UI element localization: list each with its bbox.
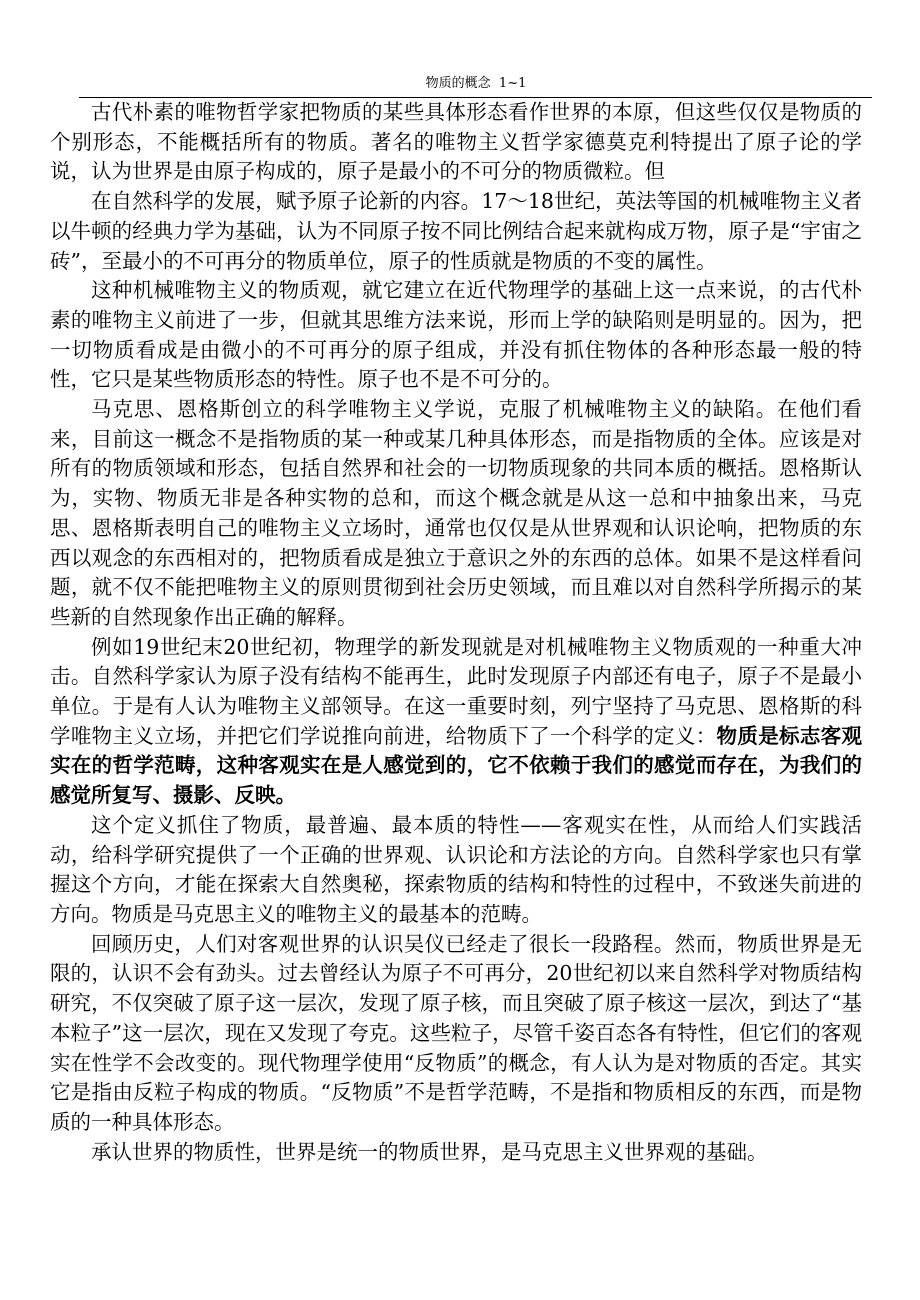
paragraph: 承认世界的物质性，世界是统一的物质世界，是马克思主义世界观的基础。 bbox=[91, 1139, 768, 1164]
paragraph: 这个定义抓住了物质，最普遍、最本质的特性——客观实在性，从而给人们实践活动，给科学研究提供了一个正确的世界观、认识论和方法论的方向。自然科学家也只有掌握这个方向，才能在探索大自然奥秘，探索物质的结构和特性的过程中，不致迷失前进的方向。物质是马克思主义的唯物主义的最基本的范畴。 bbox=[50, 812, 862, 926]
header-title: 物质的概念 bbox=[425, 76, 491, 91]
paragraph: 马克思、恩格斯创立的科学唯物主义学说，克服了机械唯物主义的缺陷。在他们看来，目前这一概念不是指物质的某一种或某几种具体形态，而是指物质的全体。应该是对所有的物质领域和形态，包括自然界和社会的一切物质现象的共同本质的概括。恩格斯认为，实物、物质无非是各种实物的总和，而这个概念就是从这一总和中抽象出来，马克思、恩格斯表明自己的唯物主义立场时，通常也仅仅是从世界观和认识论响，把物质的东西以观念的东西相对的，把物质看成是独立于意识之外的东西的总体。如果不是这样看问题，就不仅不能把唯物主义的原则贯彻到社会历史领域，而且难以对自然科学所揭示的某些新的自然现象作出正确的解释。 bbox=[50, 397, 862, 629]
document-body bbox=[50, 98, 862, 1167]
definition-bold-text: 物质是标志客观实在的哲学范畴，这种客观实在是人感觉到的，它不依赖于我们的感觉而存在，为我们的感觉所复写、摄影、反映。 bbox=[50, 723, 863, 808]
page-header bbox=[80, 74, 872, 94]
paragraph: 在自然科学的发展，赋予原子论新的内容。17～18世纪，英法等国的机械唯物主义者以牛顿的经典力学为基础，认为不同原子按不同比例结合起来就构成万物，原子是“宇宙之砖”，至最小的不可再分的物质单位，原子的性质就是物质的不变的属性。 bbox=[50, 189, 862, 273]
paragraph: 这种机械唯物主义的物质观，就它建立在近代物理学的基础上这一点来说，的古代朴素的唯物主义前进了一步，但就其思维方法来说，形而上学的缺陷则是明显的。因为，把一切物质看成是由微小的不可再分的原子组成，并没有抓住物体的各种形态最一般的特性，它只是某些物质形态的特性。原子也不是不可分的。 bbox=[50, 278, 862, 392]
header-page-label: 1~1 bbox=[498, 76, 527, 91]
paragraph: 古代朴素的唯物哲学家把物质的某些具体形态看作世界的本原，但这些仅仅是物质的个别形态，不能概括所有的物质。著名的唯物主义哲学家德莫克利特提出了原子论的学说，认为世界是由原子构成的，原子是最小的不可分的物质微粒。但 bbox=[50, 100, 862, 184]
paragraph: 回顾历史，人们对客观世界的认识吴仪已经走了很长一段路程。然而，物质世界是无限的，认识不会有劲头。过去曾经认为原子不可再分，20世纪初以来自然科学对物质结构研究，不仅突破了原子这一层次，发现了原子核，而且突破了原子核这一层次，到达了“基本粒子”这一层次，现在又发现了夸克。这些粒子，尽管千姿百态各有特性，但它们的客观实在性学不会改变的。现代物理学使用“反物质”的概念，有人认为是对物质的否定。其实它是指由反粒子构成的物质。“反物质”不是哲学范畴，不是指和物质相反的东西，而是物质的一种具体形态。 bbox=[50, 931, 862, 1134]
paragraph: 例如19世纪末20世纪初，物理学的新发现就是对机械唯物主义物质观的一种重大冲击。自然科学家认为原子没有结构不能再生，此时发现原子内部还有电子，原子不是最小单位。于是有人认为唯物主义部领导。在这一重要时刻，列宁坚持了马克思、恩格斯的科学唯物主义立场，并把它们学说推向前进，给物质下了一个科学的定义：物质是标志客观实在的哲学范畴，这种客观实在是人感觉到的，它不依赖于我们的感觉而存在，为我们的感觉所复写、摄影、反映。 bbox=[50, 634, 863, 808]
